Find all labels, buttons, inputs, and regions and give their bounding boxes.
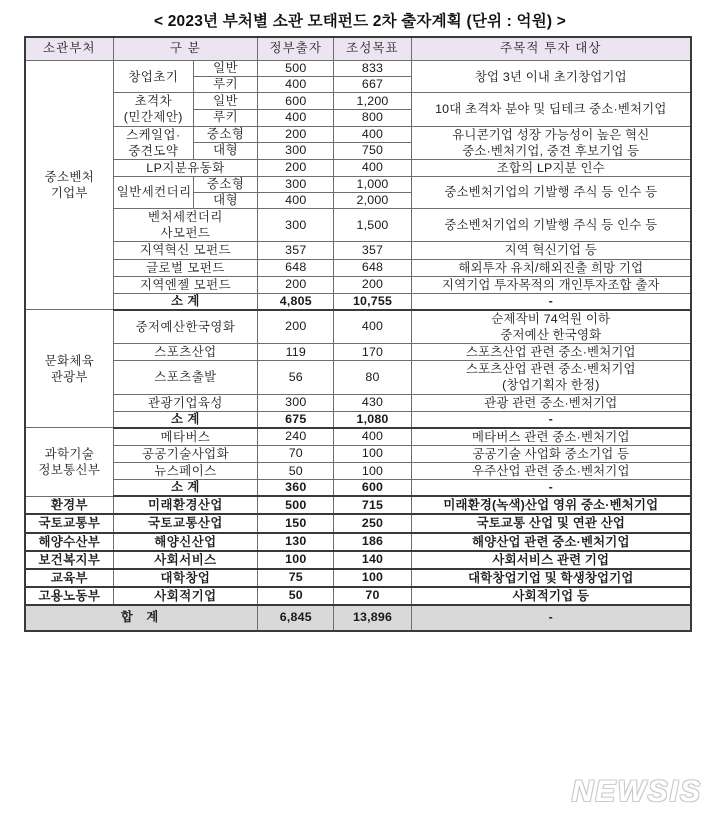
category-label [113, 533, 257, 551]
gov-investment-value: 200 [258, 126, 334, 143]
subtotal-row [25, 293, 691, 310]
gov-investment-value: 70 [258, 445, 334, 462]
funding-goal-value: 400 [334, 159, 411, 176]
table-row [25, 61, 691, 77]
purpose-text [411, 463, 691, 480]
purpose-text-line: 해양산업 관련 중소·벤처기업 [471, 534, 630, 549]
category-label [113, 463, 257, 480]
category-label [113, 159, 257, 176]
ministry-name-line: 관광부 [50, 369, 88, 384]
ministry-name-line: 해양수산부 [38, 534, 101, 549]
funding-goal-value: 400 [334, 126, 411, 143]
gov-investment-value: 300 [258, 209, 334, 242]
gov-investment-value: 357 [258, 242, 334, 259]
funding-goal-value: 80 [334, 361, 411, 394]
fund-table-container [24, 36, 692, 632]
category-label [113, 276, 257, 293]
category-label-line: 해양신산업 [154, 534, 217, 549]
purpose-text-line: 중저예산 한국영화 [500, 328, 602, 342]
table-row [25, 126, 691, 143]
col-header-dept: 소관부처 [25, 37, 113, 61]
table-row [25, 242, 691, 259]
funding-goal-value: 170 [334, 344, 411, 361]
gov-investment-value: 500 [258, 496, 334, 514]
subcategory-label: 대형 [193, 193, 257, 209]
category-label-line: 사회서비스 [154, 552, 217, 567]
table-row [25, 93, 691, 110]
col-header-category: 구 분 [113, 37, 257, 61]
category-label [113, 310, 257, 344]
subcategory-label: 루키 [193, 77, 257, 93]
category-label [113, 394, 257, 411]
funding-goal-value: 1,000 [334, 176, 411, 192]
purpose-text-line: 중소벤처기업의 기발행 주식 등 인수 등 [444, 185, 658, 200]
ministry-name [25, 533, 113, 551]
purpose-text [411, 569, 691, 587]
purpose-text-line: 메타버스 관련 중소·벤처기업 [471, 429, 630, 444]
gov-investment-value: 400 [258, 193, 334, 209]
funding-goal-value: 100 [334, 569, 411, 587]
funding-goal-value: 1,200 [334, 93, 411, 110]
table-row [25, 176, 691, 192]
category-label-line: 글로벌 모펀드 [146, 260, 225, 275]
subtotal-gov-value: 675 [258, 411, 334, 428]
grandtotal-gov-value: 6,845 [258, 605, 334, 631]
category-label-line: 메타버스 [160, 429, 211, 444]
grandtotal-purpose: - [411, 605, 691, 631]
purpose-text-line: (창업기획자 한정) [502, 378, 600, 393]
ministry-name-line: 정보통신부 [38, 463, 101, 477]
category-label [113, 428, 257, 446]
purpose-text [411, 445, 691, 462]
purpose-text [411, 242, 691, 259]
category-label-line: 국토교통산업 [148, 516, 223, 531]
category-label [113, 569, 257, 587]
funding-goal-value: 70 [334, 587, 411, 605]
purpose-text-line: 국토교통 산업 및 연관 산업 [476, 516, 626, 531]
newsis-watermark: NEWSIS [571, 775, 702, 808]
table-row [25, 310, 691, 344]
subcategory-label: 루키 [193, 109, 257, 126]
grandtotal-label: 합 계 [25, 605, 258, 631]
subtotal-gov-value: 360 [258, 480, 334, 497]
subtotal-purpose: - [411, 411, 691, 428]
funding-goal-value: 100 [334, 463, 411, 480]
funding-goal-value: 833 [334, 61, 411, 77]
category-label [113, 496, 257, 514]
gov-investment-value: 500 [258, 61, 334, 77]
gov-investment-value: 150 [258, 514, 334, 532]
gov-investment-value: 400 [258, 109, 334, 126]
table-row [25, 587, 691, 605]
gov-investment-value: 300 [258, 143, 334, 160]
table-row [25, 533, 691, 551]
purpose-text-line: 사회적기업 등 [512, 588, 590, 603]
category-label-line: 스케일업· [126, 127, 181, 142]
purpose-text-line: 스포츠산업 관련 중소·벤처기업 [465, 345, 636, 360]
header-row [25, 37, 691, 61]
funding-goal-value: 648 [334, 259, 411, 276]
ministry-name-line: 고용노동부 [38, 588, 101, 603]
subtotal-gov-value: 4,805 [258, 293, 334, 310]
table-row [25, 428, 691, 446]
table-row [25, 514, 691, 532]
category-label-line: 스포츠출발 [154, 370, 217, 385]
ministry-name [25, 496, 113, 514]
category-label [113, 514, 257, 532]
ministry-name-line: 보건복지부 [38, 552, 101, 567]
subcategory-label: 일반 [193, 93, 257, 110]
subtotal-goal-value: 600 [334, 480, 411, 497]
category-label [113, 445, 257, 462]
table-row [25, 159, 691, 176]
funding-goal-value: 400 [334, 428, 411, 446]
purpose-text [411, 514, 691, 532]
purpose-text-line: 조합의 LP지분 인수 [496, 160, 605, 175]
funding-goal-value: 186 [334, 533, 411, 551]
category-label-line: 뉴스페이스 [154, 464, 217, 478]
category-label [113, 126, 193, 159]
table-row [25, 551, 691, 569]
subcategory-label: 중소형 [193, 176, 257, 192]
gov-investment-value: 300 [258, 394, 334, 411]
category-label [113, 242, 257, 259]
ministry-name [25, 61, 113, 310]
ministry-name-line: 환경부 [50, 498, 88, 512]
category-label-line: 공공기술사업화 [141, 446, 230, 461]
purpose-text-line: 10대 초격차 분야 및 딥테크 중소·벤처기업 [435, 102, 667, 117]
grandtotal-row [25, 605, 691, 631]
category-label-line: (민간제안) [123, 110, 183, 125]
category-label-line: 미래환경산업 [148, 498, 223, 513]
subtotal-label: 소 계 [113, 480, 257, 497]
ministry-name [25, 587, 113, 605]
gov-investment-value: 300 [258, 176, 334, 192]
gov-investment-value: 400 [258, 77, 334, 93]
purpose-text-line: 스포츠산업 관련 중소·벤처기업 [465, 362, 636, 377]
subcategory-label: 일반 [193, 61, 257, 77]
purpose-text-line: 창업 3년 이내 초기창업기업 [474, 69, 627, 84]
ministry-name-line: 국토교통부 [38, 516, 101, 531]
funding-goal-value: 1,500 [334, 209, 411, 242]
subtotal-label: 소 계 [113, 411, 257, 428]
table-row [25, 209, 691, 242]
subcategory-label: 중소형 [193, 126, 257, 143]
gov-investment-value: 50 [258, 587, 334, 605]
purpose-text-line: 중소·벤처기업, 중견 후보기업 등 [462, 143, 640, 158]
ministry-name-line: 기업부 [50, 186, 88, 201]
category-label [113, 61, 193, 93]
ministry-name [25, 428, 113, 497]
funding-goal-value: 400 [334, 310, 411, 344]
ministry-name [25, 569, 113, 587]
table-row [25, 276, 691, 293]
gov-investment-value: 200 [258, 159, 334, 176]
funding-goal-value: 140 [334, 551, 411, 569]
category-label-line: 중견도약 [128, 143, 179, 158]
ministry-name-line: 문화체육 [44, 353, 95, 368]
purpose-text [411, 93, 691, 126]
gov-investment-value: 240 [258, 428, 334, 446]
gov-investment-value: 648 [258, 259, 334, 276]
subtotal-goal-value: 1,080 [334, 411, 411, 428]
purpose-text-line: 미래환경(녹색)산업 영위 중소·벤처기업 [443, 498, 659, 513]
category-label [113, 176, 193, 208]
subcategory-label: 대형 [193, 143, 257, 160]
purpose-text [411, 159, 691, 176]
purpose-text [411, 587, 691, 605]
funding-goal-value: 357 [334, 242, 411, 259]
ministry-name [25, 310, 113, 428]
gov-investment-value: 50 [258, 463, 334, 480]
col-header-purpose: 주목적 투자 대상 [411, 37, 691, 61]
category-label [113, 93, 193, 126]
purpose-text-line: 관광 관련 중소·벤처기업 [484, 395, 618, 410]
category-label-line: 지역혁신 모펀드 [139, 243, 232, 258]
purpose-text [411, 276, 691, 293]
category-label-line: 사모펀드 [160, 226, 211, 241]
purpose-text [411, 533, 691, 551]
fund-allocation-table [24, 36, 692, 632]
purpose-text [411, 61, 691, 93]
col-header-gov: 정부출자 [258, 37, 334, 61]
table-header [25, 37, 691, 61]
grandtotal-goal-value: 13,896 [334, 605, 411, 631]
category-label-line: LP지분유동화 [146, 160, 225, 175]
category-label-line: 스포츠산업 [154, 345, 217, 360]
col-header-goal: 조성목표 [334, 37, 411, 61]
funding-goal-value: 2,000 [334, 193, 411, 209]
category-label [113, 259, 257, 276]
gov-investment-value: 75 [258, 569, 334, 587]
purpose-text [411, 496, 691, 514]
subtotal-purpose: - [411, 480, 691, 497]
table-row [25, 496, 691, 514]
purpose-text-line: 대학창업기업 및 학생창업기업 [468, 570, 634, 585]
funding-goal-value: 800 [334, 109, 411, 126]
funding-goal-value: 750 [334, 143, 411, 160]
purpose-text [411, 361, 691, 394]
table-body [25, 61, 691, 632]
category-label-line: 지역엔젤 모펀드 [139, 277, 232, 292]
category-label-line: 사회적기업 [154, 588, 217, 603]
funding-goal-value: 250 [334, 514, 411, 532]
purpose-text [411, 209, 691, 242]
ministry-name [25, 551, 113, 569]
funding-goal-value: 200 [334, 276, 411, 293]
gov-investment-value: 130 [258, 533, 334, 551]
funding-goal-value: 715 [334, 496, 411, 514]
table-row [25, 569, 691, 587]
ministry-name [25, 514, 113, 532]
subtotal-purpose: - [411, 293, 691, 310]
purpose-text-line: 순제작비 74억원 이하 [491, 311, 611, 326]
category-label [113, 361, 257, 394]
ministry-name-line: 과학기술 [44, 446, 95, 461]
table-row [25, 344, 691, 361]
purpose-text [411, 259, 691, 276]
category-label-line: 대학창업 [160, 570, 211, 585]
purpose-text [411, 394, 691, 411]
funding-goal-value: 667 [334, 77, 411, 93]
purpose-text [411, 344, 691, 361]
purpose-text-line: 사회서비스 관련 기업 [492, 552, 610, 567]
gov-investment-value: 200 [258, 310, 334, 344]
purpose-text-line: 중소벤처기업의 기발행 주식 등 인수 등 [444, 218, 658, 233]
table-row [25, 361, 691, 394]
gov-investment-value: 600 [258, 93, 334, 110]
category-label-line: 일반세컨더리 [116, 185, 192, 200]
funding-goal-value: 430 [334, 394, 411, 411]
purpose-text-line: 지역 혁신기업 등 [504, 243, 598, 258]
subtotal-goal-value: 10,755 [334, 293, 411, 310]
purpose-text-line: 지역기업 투자목적의 개인투자조합 출자 [441, 277, 660, 292]
category-label-line: 창업초기 [128, 69, 179, 84]
purpose-text-line: 유니콘기업 성장 가능성이 높은 혁신 [452, 127, 650, 142]
purpose-text-line: 우주산업 관련 중소·벤처기업 [471, 464, 630, 478]
purpose-text [411, 428, 691, 446]
purpose-text-line: 공공기술 사업화 중소기업 등 [472, 446, 630, 461]
table-row [25, 259, 691, 276]
purpose-text [411, 310, 691, 344]
gov-investment-value: 119 [258, 344, 334, 361]
ministry-name-line: 중소벤처 [44, 170, 95, 185]
purpose-text [411, 551, 691, 569]
category-label-line: 관광기업육성 [148, 395, 223, 410]
subtotal-row [25, 480, 691, 497]
category-label [113, 344, 257, 361]
subtotal-label: 소 계 [113, 293, 257, 310]
category-label-line: 벤처세컨더리 [148, 210, 223, 225]
category-label-line: 중저예산한국영화 [135, 319, 236, 334]
table-row [25, 463, 691, 480]
category-label [113, 209, 257, 242]
purpose-text-line: 해외투자 유치/해외진출 희망 기업 [458, 260, 644, 275]
ministry-name-line: 교육부 [50, 570, 88, 585]
gov-investment-value: 56 [258, 361, 334, 394]
table-row [25, 394, 691, 411]
gov-investment-value: 200 [258, 276, 334, 293]
category-label-line: 초격차 [134, 94, 173, 109]
purpose-text [411, 126, 691, 159]
page-title: < 2023년 부처별 소관 모태펀드 2차 출자계획 (단위 : 억원) > [153, 13, 567, 30]
subtotal-row [25, 411, 691, 428]
category-label [113, 587, 257, 605]
table-row [25, 445, 691, 462]
gov-investment-value: 100 [258, 551, 334, 569]
funding-goal-value: 100 [334, 445, 411, 462]
purpose-text [411, 176, 691, 208]
category-label [113, 551, 257, 569]
